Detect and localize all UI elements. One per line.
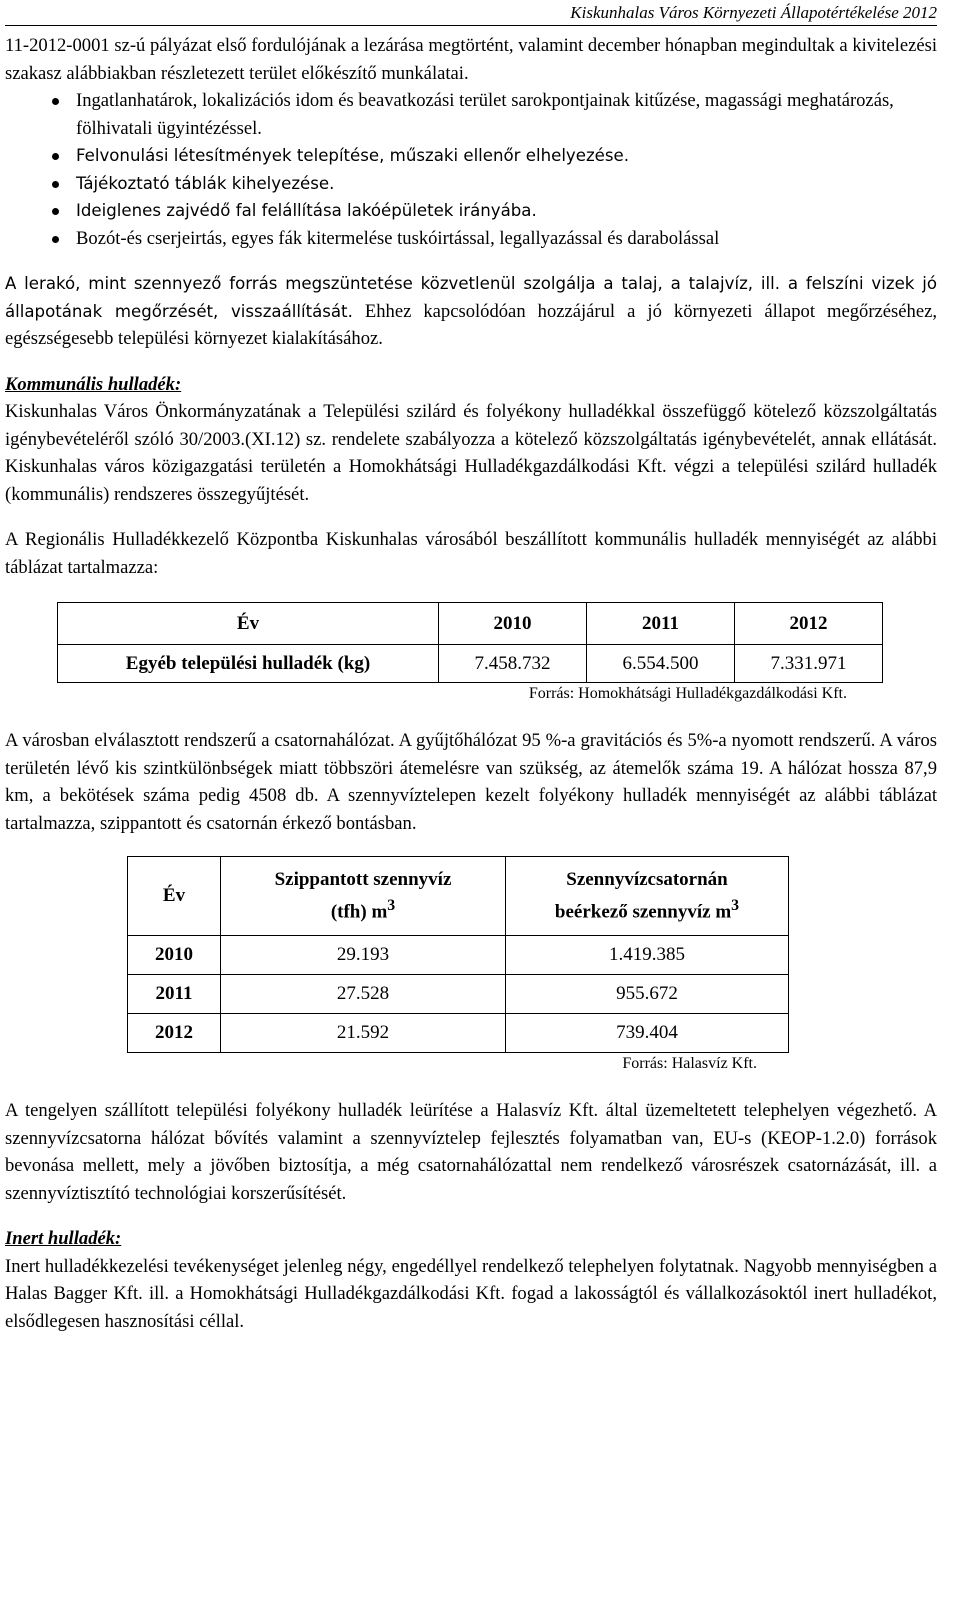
inert-heading: Inert hulladék: <box>5 1228 122 1249</box>
table-cell: 955.672 <box>506 975 789 1014</box>
table-cell: 2012 <box>128 1014 221 1053</box>
table-cell: 29.193 <box>221 936 506 975</box>
table-cell: 1.419.385 <box>506 936 789 975</box>
table-header-cell: 2010 <box>439 603 587 645</box>
table-cell: 7.331.971 <box>735 645 883 683</box>
tengely-paragraph: A tengelyen szállított települési folyékony hulladék leürítése a Halasvíz Kft. által üzemeltetett telephelyen végezhető. A szennyvízcsatorna hálózat bővítés valamint a szennyvíztelep fejlesztés folyamatban van, EU-s (KEOP-1.2.0) források bevonása mellett, mely a jövőben biztosítja, a még csatornahálózattal nem rendelkező városrészek csatornázását, ill. a szennyvíztisztító technológiai korszerűsítését. <box>5 1100 937 1204</box>
bullet-icon <box>52 236 59 243</box>
table-header-cell: 2011 <box>587 603 735 645</box>
table-header-row <box>58 603 883 645</box>
list-item: Bozót-és cserjeirtás, egyes fák kitermelése tuskóirtással, legallyazással és darabolással <box>5 225 937 253</box>
table2-source: Forrás: Halasvíz Kft. <box>622 1055 757 1072</box>
table-header-cell: 2012 <box>735 603 883 645</box>
bullet-icon <box>52 208 59 215</box>
inert-paragraph: Inert hulladékkezelési tevékenységet jelenleg négy, engedéllyel rendelkező telephelyen folytatnak. Nagyobb mennyiségben a Halas Bagger Kft. ill. a Homokhátsági Hulladékgazdálkodási Kft. fogad a lakosságtól és vállalkozásoktól inert hulladékot, elsődlegesen hasznosítási céllal. <box>5 1255 937 1332</box>
table-cell: 21.592 <box>221 1014 506 1053</box>
lerako-paragraph: A lerakó, mint szennyező forrás megszüntetése közvetlenül szolgálja a talaj, a talajvíz, ill. a felszíni vizek jó állapotának megőrzését, visszaállítását. Ehhez kapcsolódóan hozzájárul a jó környezeti állapot megőrzéséhez, egészségesebb települési környezet kialakításához. <box>5 274 937 349</box>
table-cell: Egyéb települési hulladék (kg) <box>58 645 439 683</box>
table-header-cell: Szippantott szennyvíz (tfh) $m^3$ <box>221 857 506 936</box>
kommunalis-heading: Kommunális hulladék: <box>5 373 182 395</box>
bullet-icon <box>52 153 59 160</box>
table-cell: 7.458.732 <box>439 645 587 683</box>
waste-table <box>57 602 883 683</box>
table-row <box>128 975 789 1014</box>
list-item: Felvonulási létesítmények telepítése, műszaki ellenőr elhelyezése. <box>5 142 937 170</box>
document-page <box>5 0 937 1335</box>
sewage-table <box>127 856 789 1053</box>
table-cell: 27.528 <box>221 975 506 1014</box>
list-item: Tájékoztató táblák kihelyezése. <box>5 170 937 198</box>
table-header-row <box>128 857 789 936</box>
regionalis-paragraph: A Regionális Hulladékkezelő Központba Kiskunhalas városából beszállított kommunális hulladék mennyiségét az alábbi táblázat tartalmazza: <box>5 529 937 578</box>
bullet-icon <box>52 181 59 188</box>
table-header-cell: Szennyvízcsatornán beérkező szennyvíz $m^3$ <box>506 857 789 936</box>
table-cell: 2010 <box>128 936 221 975</box>
bullet-list <box>5 87 937 252</box>
table-row <box>58 645 883 683</box>
table-header-cell: Év <box>128 857 221 936</box>
table-row <box>128 936 789 975</box>
table-cell: 6.554.500 <box>587 645 735 683</box>
csatorna-paragraph: A városban elválasztott rendszerű a csatornahálózat. A gyűjtőhálózat 95 %-a gravitációs és 5%-a nyomott rendszerű. A város területén lévő kis szintkülönbségek miatt többszöri átemelésre van szükség, az átemelők száma 19. A hálózat hossza 87,9 km, a bekötések száma pedig 4508 db. A szennyvíztelepen kezelt folyékony hulladék mennyiségét az alábbi táblázat tartalmazza, szippantott és csatornán érkező bontásban. <box>5 730 937 834</box>
table-header-cell: Év <box>58 603 439 645</box>
table-cell: 2011 <box>128 975 221 1014</box>
running-header: Kiskunhalas Város Környezeti Állapotértékelése 2012 <box>5 0 937 26</box>
intro-paragraph: 11-2012-0001 sz-ú pályázat első fordulójának a lezárása megtörtént, valamint december hónapban megindultak a kivitelezési szakasz alábbiakban részletezett terület előkészítő munkálatai. <box>5 35 937 84</box>
table-row <box>128 1014 789 1053</box>
list-item: Ingatlanhatárok, lokalizációs idom és beavatkozási terület sarokpontjainak kitűzése, magassági meghatározás, fölhivatali ügyintézéssel. <box>5 87 937 142</box>
table1-source: Forrás: Homokhátsági Hulladékgazdálkodási Kft. <box>528 685 847 702</box>
list-item: Ideiglenes zajvédő fal felállítása lakóépületek irányába. <box>5 197 937 225</box>
bullet-icon <box>52 98 59 105</box>
table-cell: 739.404 <box>506 1014 789 1053</box>
kommunalis-paragraph: Kiskunhalas Város Önkormányzatának a Települési szilárd és folyékony hulladékkal összefüggő kötelező közszolgáltatás igénybevételéről szóló 30/2003.(XI.12) sz. rendelete szabályozza a kötelező közszolgáltatás igénybevételét, annak ellátását. Kiskunhalas város közigazgatási területén a Homokhátsági Hulladékgazdálkodási Kft. végzi a települési szilárd hulladék (kommunális) rendszeres összegyűjtését. <box>5 401 937 505</box>
